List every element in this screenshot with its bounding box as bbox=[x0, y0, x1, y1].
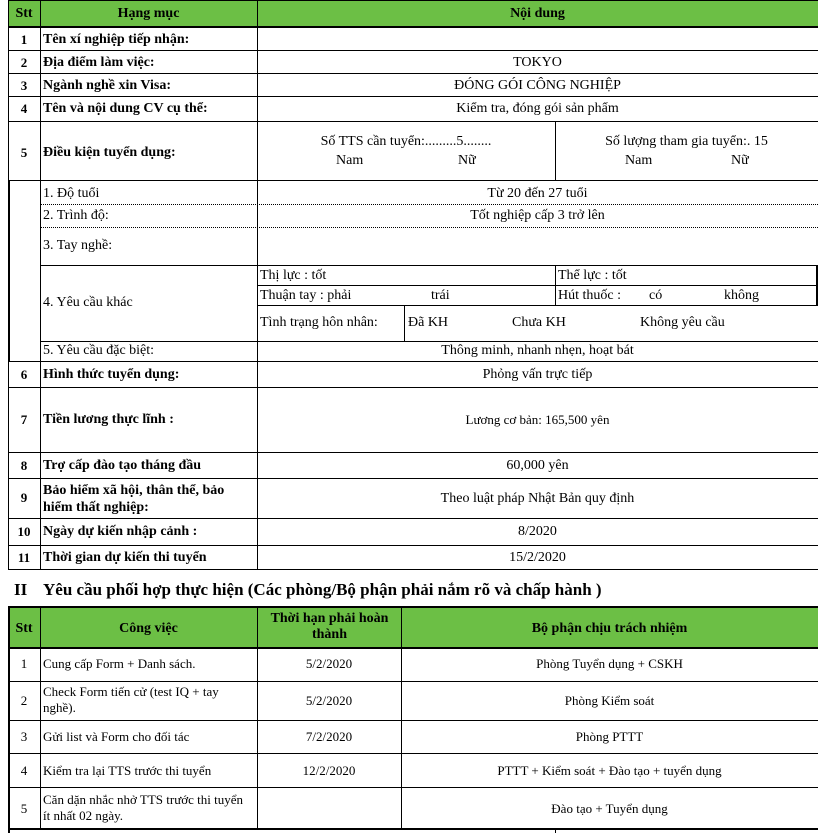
education-label: 2. Trình độ: bbox=[43, 208, 109, 223]
row-stt: 1 bbox=[20, 656, 28, 671]
handedness-left: trái bbox=[431, 288, 450, 303]
row-value: 60,000 yên bbox=[506, 458, 569, 473]
row-stt: 5 bbox=[20, 145, 28, 160]
row-label: Hình thức tuyển dụng: bbox=[43, 367, 180, 382]
row-label: Trợ cấp đào tạo tháng đầu bbox=[43, 458, 202, 473]
smoking-no: không bbox=[724, 288, 759, 303]
table2-header-dept: Bộ phận chịu trách nhiệm bbox=[531, 621, 688, 636]
table2-header-stt: Stt bbox=[15, 621, 33, 636]
row-label: Bảo hiểm xã hội, thân thể, bảo hiểm thất nghiệp: bbox=[43, 483, 225, 515]
age-value: Từ 20 đến 27 tuổi bbox=[487, 186, 588, 201]
other-requirements-label: 4. Yêu cầu khác bbox=[43, 295, 133, 310]
row-task: Cung cấp Form + Danh sách. bbox=[43, 656, 196, 671]
header-hang-muc: Hạng mục bbox=[117, 6, 180, 21]
label-nu: Nữ bbox=[731, 153, 749, 168]
row-deadline: 12/2/2020 bbox=[302, 763, 356, 778]
row-dept: Đào tạo + Tuyển dụng bbox=[551, 801, 668, 816]
age-label: 1. Độ tuổi bbox=[43, 186, 100, 201]
header-stt: Stt bbox=[15, 6, 33, 21]
row-value: Kiểm tra, đóng gói sản phẩm bbox=[456, 101, 619, 116]
table2-header-deadline: Thời hạn phải hoàn thành bbox=[270, 611, 389, 642]
marital-single: Chưa KH bbox=[512, 315, 566, 330]
row-value: Theo luật pháp Nhật Bản quy định bbox=[440, 491, 635, 506]
label-nam: Nam bbox=[336, 153, 364, 168]
row-stt: 2 bbox=[20, 693, 28, 708]
row-task: Gửi list và Form cho đối tác bbox=[43, 729, 190, 744]
row-dept: PTTT + Kiểm soát + Đào tạo + tuyển dụng bbox=[497, 763, 722, 778]
label-nam: Nam bbox=[625, 153, 653, 168]
header-noi-dung: Nội dung bbox=[510, 6, 565, 21]
row-stt: 4 bbox=[20, 763, 28, 778]
smoking: Hút thuốc : bbox=[558, 288, 621, 303]
row-stt: 3 bbox=[20, 729, 28, 744]
row-label: Tên và nội dung CV cụ thể: bbox=[43, 101, 208, 116]
row-label: Tên xí nghiệp tiếp nhận: bbox=[43, 32, 190, 47]
row-dept: Phòng PTTT bbox=[575, 729, 644, 744]
row-stt: 2 bbox=[20, 55, 28, 70]
row-stt: 5 bbox=[20, 801, 28, 816]
row-deadline: 5/2/2020 bbox=[305, 693, 353, 708]
row-label: Ngành nghề xin Visa: bbox=[43, 78, 171, 93]
row-value: 15/2/2020 bbox=[509, 550, 566, 565]
smoking-yes: có bbox=[649, 288, 663, 303]
row-label: Ngày dự kiến nhập cảnh : bbox=[43, 524, 198, 539]
tts-participating: Số lượng tham gia tuyển:. 15 bbox=[605, 134, 768, 149]
eyesight: Thị lực : tốt bbox=[260, 268, 327, 283]
row-label: Thời gian dự kiến thi tuyển bbox=[43, 550, 207, 565]
label-nu: Nữ bbox=[458, 153, 476, 168]
tts-needed: Số TTS cần tuyển:.........5........ bbox=[320, 134, 492, 149]
row-dept: Phòng Tuyển dụng + CSKH bbox=[536, 656, 683, 671]
row-value: Lương cơ bản: 165,500 yên bbox=[465, 412, 610, 427]
row-value: Phỏng vấn trực tiếp bbox=[482, 367, 593, 382]
row-deadline: 7/2/2020 bbox=[305, 729, 353, 744]
special-label: 5. Yêu cầu đặc biệt: bbox=[43, 343, 155, 358]
section-number: II bbox=[14, 580, 28, 599]
row-value: ĐÓNG GÓI CÔNG NGHIỆP bbox=[454, 78, 621, 93]
row-stt: 6 bbox=[20, 367, 28, 382]
row-deadline: 5/2/2020 bbox=[305, 656, 353, 671]
education-value: Tốt nghiệp cấp 3 trở lên bbox=[470, 208, 605, 223]
skill-label: 3. Tay nghề: bbox=[43, 238, 113, 253]
row-label: Tiền lương thực lĩnh : bbox=[43, 412, 174, 427]
special-value: Thông minh, nhanh nhẹn, hoạt bát bbox=[441, 343, 634, 358]
row-task: Check Form tiến cử (test IQ + tay nghề). bbox=[43, 684, 219, 715]
handedness: Thuận tay : phải bbox=[260, 288, 352, 303]
marital-no-requirement: Không yêu cầu bbox=[640, 315, 725, 330]
row-stt: 4 bbox=[20, 101, 28, 116]
row-task: Căn dặn nhắc nhở TTS trước thi tuyển ít nhất 02 ngày. bbox=[43, 792, 243, 823]
row-stt: 9 bbox=[20, 490, 28, 505]
row-value: TOKYO bbox=[513, 55, 562, 70]
section-title: Yêu cầu phối hợp thực hiện (Các phòng/Bộ phận phải nắm rõ và chấp hành ) bbox=[43, 580, 602, 599]
row-value: 8/2020 bbox=[518, 524, 557, 539]
row-stt: 11 bbox=[17, 550, 31, 565]
row-label: Điều kiện tuyển dụng: bbox=[43, 145, 176, 160]
marital-married: Đã KH bbox=[408, 315, 449, 330]
row-task: Kiểm tra lại TTS trước thi tuyển bbox=[43, 763, 212, 778]
row-stt: 1 bbox=[20, 32, 28, 47]
row-dept: Phòng Kiểm soát bbox=[564, 693, 655, 708]
row-label: Địa điểm làm việc: bbox=[43, 55, 155, 70]
marital-status: Tình trạng hôn nhân: bbox=[260, 315, 378, 330]
row-stt: 7 bbox=[20, 412, 28, 427]
row-stt: 10 bbox=[17, 524, 31, 539]
physical-strength: Thể lực : tốt bbox=[558, 268, 627, 283]
table2-header-task: Công việc bbox=[119, 621, 178, 636]
row-stt: 8 bbox=[20, 458, 28, 473]
row-stt: 3 bbox=[20, 78, 28, 93]
